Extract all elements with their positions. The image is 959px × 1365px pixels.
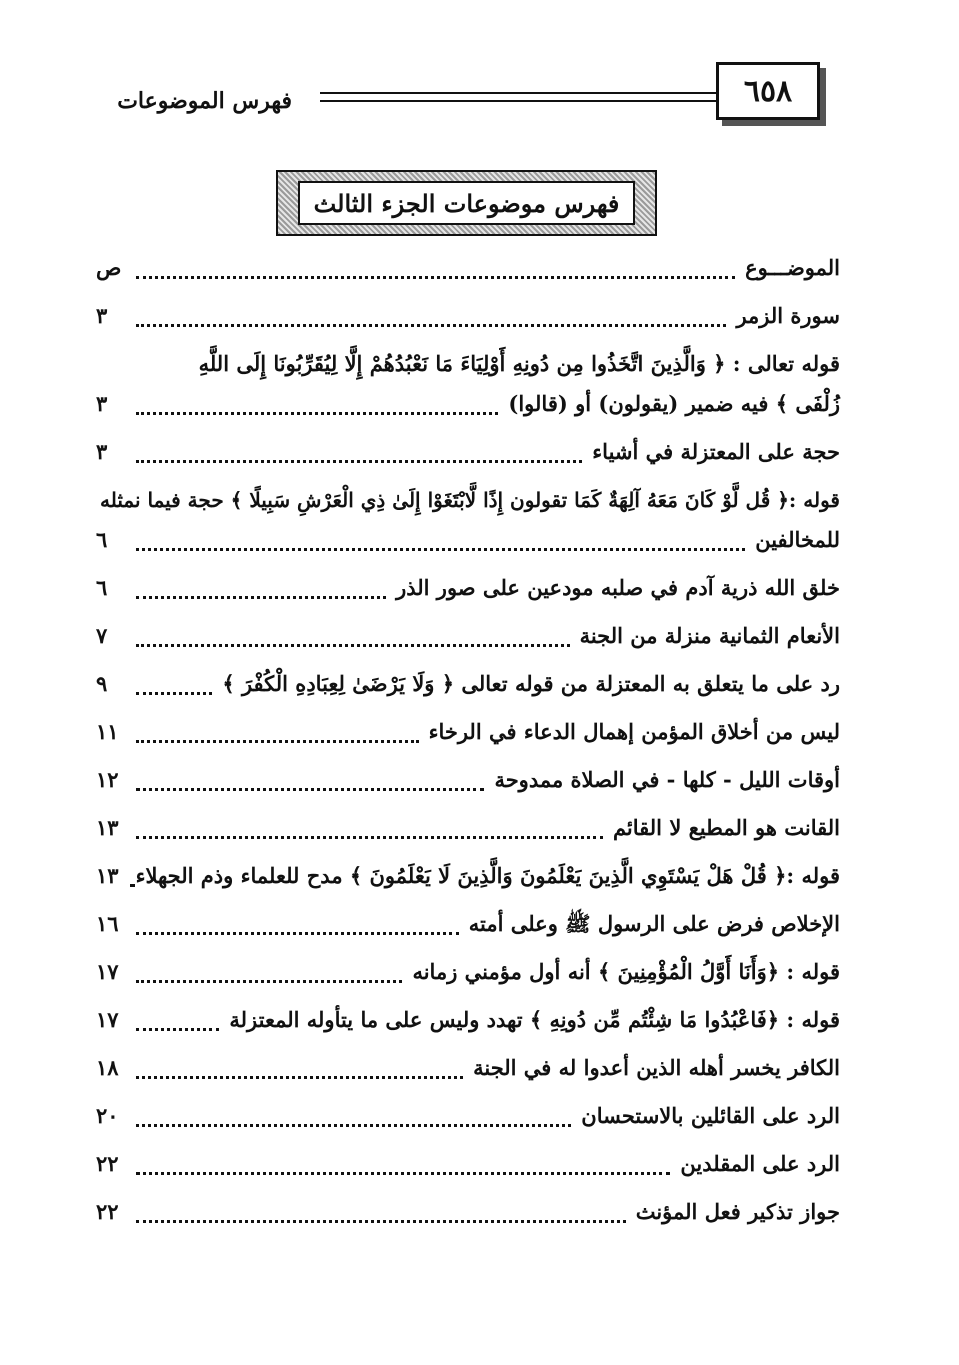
running-head: فهرس الموضوعات <box>117 88 292 114</box>
toc-entry-page: ١٣ <box>96 863 119 888</box>
toc-entry-page: ٦ <box>96 527 108 552</box>
toc-entry-page: ٩ <box>96 671 108 696</box>
dot-leader <box>136 966 402 983</box>
dot-leader <box>136 446 582 463</box>
toc-entry <box>96 616 840 656</box>
header-rule <box>320 92 716 102</box>
toc-entry-title: خلق الله ذرية آدم في صلبه مودعين على صور الذر <box>396 575 840 600</box>
toc-entry-title: الرد على المقلدين <box>680 1151 840 1176</box>
toc-entry-page: ١٨ <box>96 1055 119 1080</box>
toc-entry <box>96 1144 840 1184</box>
toc-entry-page: ١١ <box>96 719 119 744</box>
toc-entry-page: ٢٢ <box>96 1151 119 1176</box>
dot-leader <box>136 262 735 279</box>
toc-entry-page: ٣ <box>96 391 108 416</box>
toc-entry-title: قوله :﴿ قُلْ هَلْ يَسْتَوِي الَّذِينَ يَعْلَمُونَ وَالَّذِينَ لَا يَعْلَمُونَ ﴾ مدح للعلماء وذم الجهلاء <box>135 863 840 888</box>
toc-entry-page: ١٦ <box>96 911 119 936</box>
toc-entry-title: الرد على القائلين بالاستحسان <box>581 1103 840 1128</box>
dot-leader <box>136 582 386 599</box>
dot-leader <box>136 630 570 647</box>
toc-entry <box>96 1048 840 1088</box>
dot-leader <box>136 1110 571 1127</box>
dot-leader <box>136 398 498 415</box>
toc-entry-page: ٧ <box>96 623 108 648</box>
toc-entry-page: ١٣ <box>96 815 119 840</box>
toc-entry-page: ١٧ <box>96 959 119 984</box>
dot-leader <box>130 870 132 887</box>
toc-entry <box>96 1192 840 1232</box>
toc-entry-title: ليس من أخلاق المؤمن إهمال الدعاء في الرخاء <box>428 719 840 744</box>
toc-entry <box>96 904 840 944</box>
toc-entry-page: ٢٢ <box>96 1199 119 1224</box>
toc-entry-title: الإخلاص فرض على الرسول ﷺ وعلى أمته <box>468 911 840 936</box>
title-frame <box>276 170 657 236</box>
dot-leader <box>136 310 726 327</box>
toc-entry <box>96 480 840 560</box>
toc-entry-title: جواز تذكير فعل المؤنث <box>635 1199 840 1224</box>
dot-leader <box>136 534 745 551</box>
dot-leader <box>136 726 419 743</box>
topic-column-header: الموضـــوع <box>745 255 840 280</box>
toc-entry-title: رد على ما يتعلق به المعتزلة من قوله تعالى ﴿ وَلَا يَرْضَىٰ لِعِبَادِهِ الْكُفْرَ ﴾ <box>222 671 840 696</box>
toc-entry-title: قوله : ﴿وَأَنَا أَوَّلُ الْمُؤْمِنِينَ ﴾ أنه أول مؤمني زمانه <box>412 959 840 984</box>
toc-entry <box>96 432 840 472</box>
toc-entry <box>96 664 840 704</box>
toc-entry <box>96 856 840 896</box>
toc-entry-page: ٣ <box>96 303 108 328</box>
toc-entry-title: الكافر يخسر أهله الذين أعدوا له في الجنة <box>473 1055 840 1080</box>
page-number: ٦٥٨ <box>716 62 820 120</box>
dot-leader <box>136 1206 626 1223</box>
dot-leader <box>136 822 603 839</box>
dot-leader <box>136 678 212 695</box>
toc-entry-title-line1: قوله :﴿ قُل لَّوْ كَانَ مَعَهُ آلِهَةٌ كَمَا تقولون إِذًا لَّابْتَغَوْا إِلَىٰ ذِي الْعَرْشِ سَبِيلًا ﴾ حجة فيما نمثله <box>100 488 840 512</box>
toc-entry-title: قوله : ﴿فَاعْبُدُوا مَا شِئْتُم مِّن دُونِهِ ﴾ تهدد وليس على ما يتأوله المعتزلة <box>229 1007 840 1032</box>
toc-entry-title-line1: قوله تعالى : ﴿ وَالَّذِينَ اتَّخَذُوا مِن دُونِهِ أَوْلِيَاءَ مَا نَعْبُدُهُمْ إِلَّا لِيُقَرِّبُونَا إِلَى اللَّهِ <box>198 351 840 376</box>
toc-entry-title: القانت هو المطيع لا القائم <box>612 815 840 840</box>
toc-entry-title-line2: زُلْفَى ﴾ فيه ضمير (يقولون) أو (قالوا) <box>508 391 840 416</box>
toc-entry <box>96 760 840 800</box>
toc-entry <box>96 568 840 608</box>
toc-entry-page: ١٧ <box>96 1007 119 1032</box>
toc-entry-page: ٦ <box>96 575 108 600</box>
dot-leader <box>136 1158 670 1175</box>
toc-entry <box>96 1000 840 1040</box>
toc-entry-title: سورة الزمر <box>736 303 840 328</box>
toc-entry <box>96 296 840 336</box>
toc-entry-title: أوقات الليل - كلها - في الصلاة ممدوحة <box>494 767 840 792</box>
page-title: فهرس موضوعات الجزء الثالث <box>298 181 635 225</box>
toc-entry-page: ٣ <box>96 439 108 464</box>
toc-entry <box>96 712 840 752</box>
toc-entry-title: حجة على المعتزلة في أشياء <box>592 439 840 464</box>
toc-entry-title: الأنعام الثمانية منزلة من الجنة <box>579 623 840 648</box>
dot-leader <box>136 918 459 935</box>
toc-entry-page: ١٢ <box>96 767 119 792</box>
toc-entry <box>96 1096 840 1136</box>
dot-leader <box>136 1014 219 1031</box>
page-column-header: ص <box>96 255 122 280</box>
toc-entry <box>96 952 840 992</box>
toc-list <box>96 248 840 1240</box>
toc-entry <box>96 344 840 424</box>
toc-entry-title-line2: للمخالفين <box>755 527 840 552</box>
column-header-row <box>96 248 840 288</box>
dot-leader <box>136 774 484 791</box>
dot-leader <box>136 1062 463 1079</box>
toc-entry-page: ٢٠ <box>96 1103 119 1128</box>
toc-entry <box>96 808 840 848</box>
